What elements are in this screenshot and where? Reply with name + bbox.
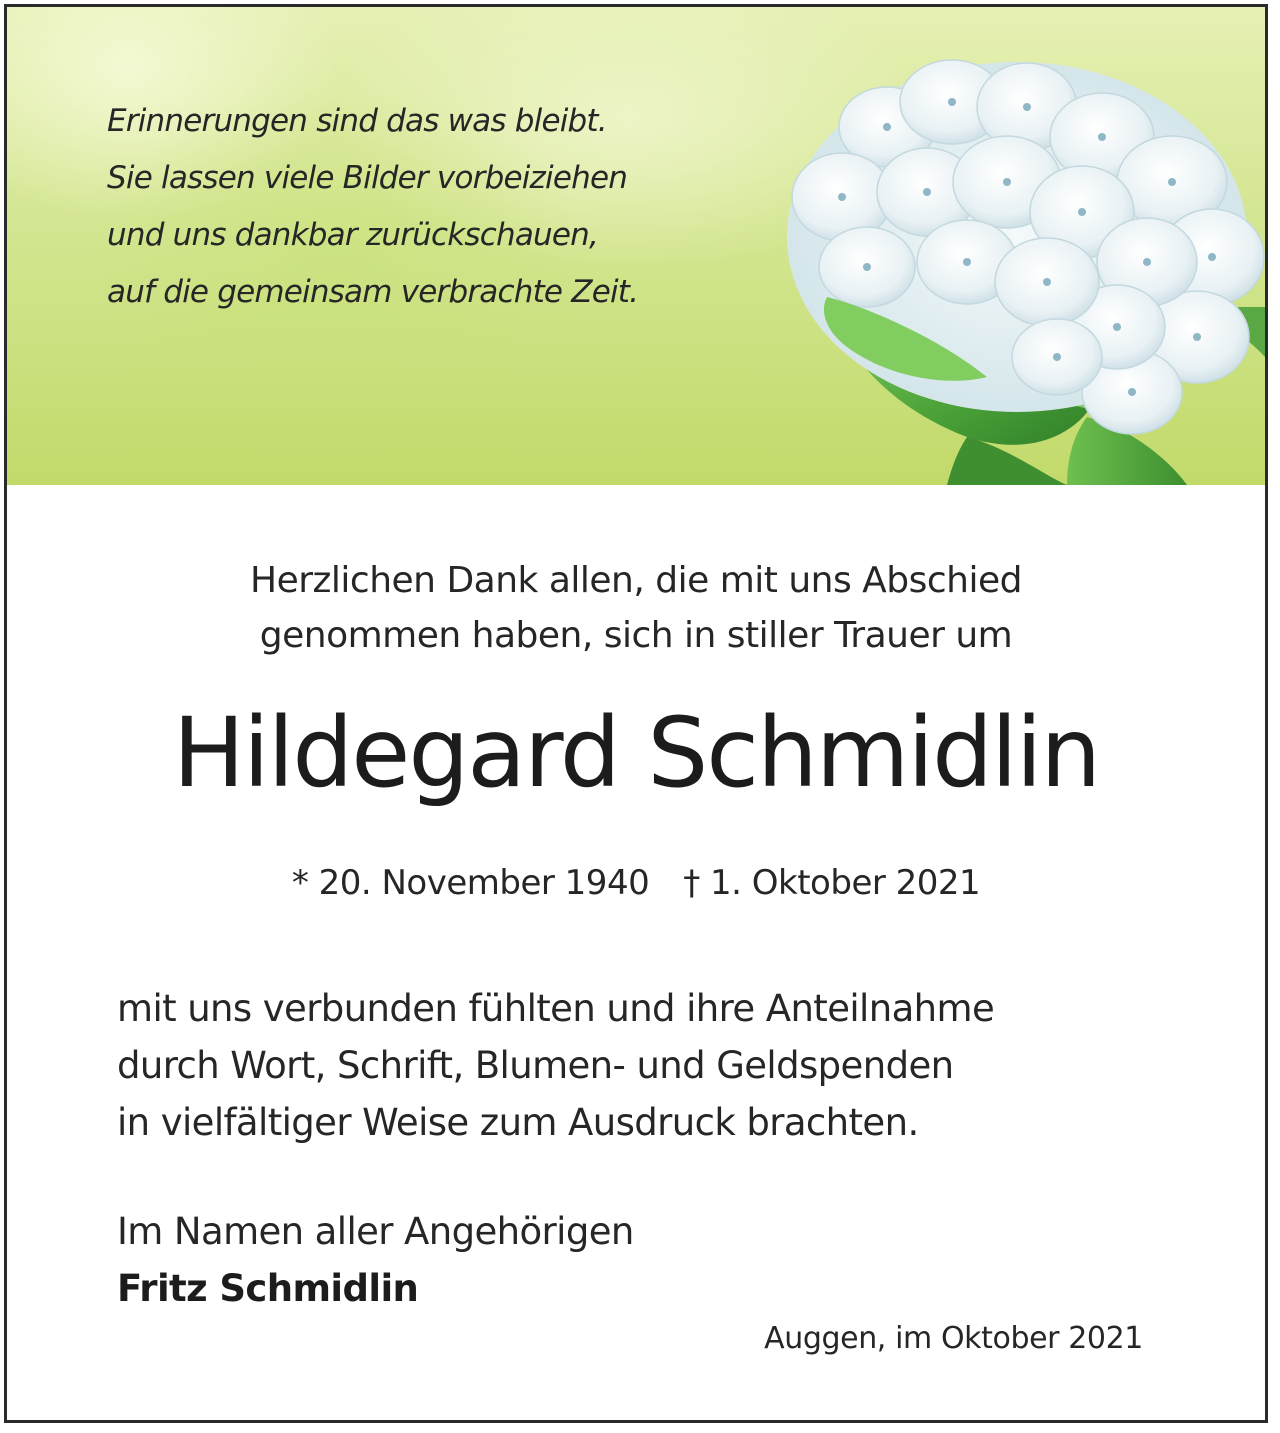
memorial-quote — [107, 93, 638, 321]
deceased-name: Hildegard Schmidlin — [172, 697, 1100, 809]
closing-phrase: Im Namen aller Angehörigen — [117, 1210, 634, 1253]
life-dates — [7, 859, 1265, 907]
intro-line: genommen haben, sich in stiller Trauer um — [259, 615, 1013, 656]
body-line: mit uns verbunden fühlten und ihre Anteilnahme — [117, 987, 995, 1030]
thanks-body — [117, 980, 994, 1151]
birth-date: * 20. November 1940 — [291, 863, 650, 903]
place-and-date: Auggen, im Oktober 2021 — [764, 1321, 1143, 1356]
death-date: † 1. Oktober 2021 — [683, 863, 981, 903]
quote-line: und uns dankbar zurückschauen, — [107, 217, 599, 253]
intro-line: Herzlichen Dank allen, die mit uns Abschied — [250, 560, 1022, 601]
signer-name: Fritz Schmidlin — [117, 1267, 419, 1310]
obituary-card — [4, 4, 1268, 1423]
banner-image — [7, 7, 1265, 485]
quote-line: Erinnerungen sind das was bleibt. — [107, 103, 607, 139]
body-line: in vielfältiger Weise zum Ausdruck brachten. — [117, 1101, 919, 1144]
quote-line: auf die gemeinsam verbrachte Zeit. — [107, 274, 639, 310]
quote-line: Sie lassen viele Bilder vorbeiziehen — [107, 160, 628, 196]
thanks-intro — [7, 553, 1265, 663]
body-line: durch Wort, Schrift, Blumen- und Geldspenden — [117, 1044, 954, 1087]
